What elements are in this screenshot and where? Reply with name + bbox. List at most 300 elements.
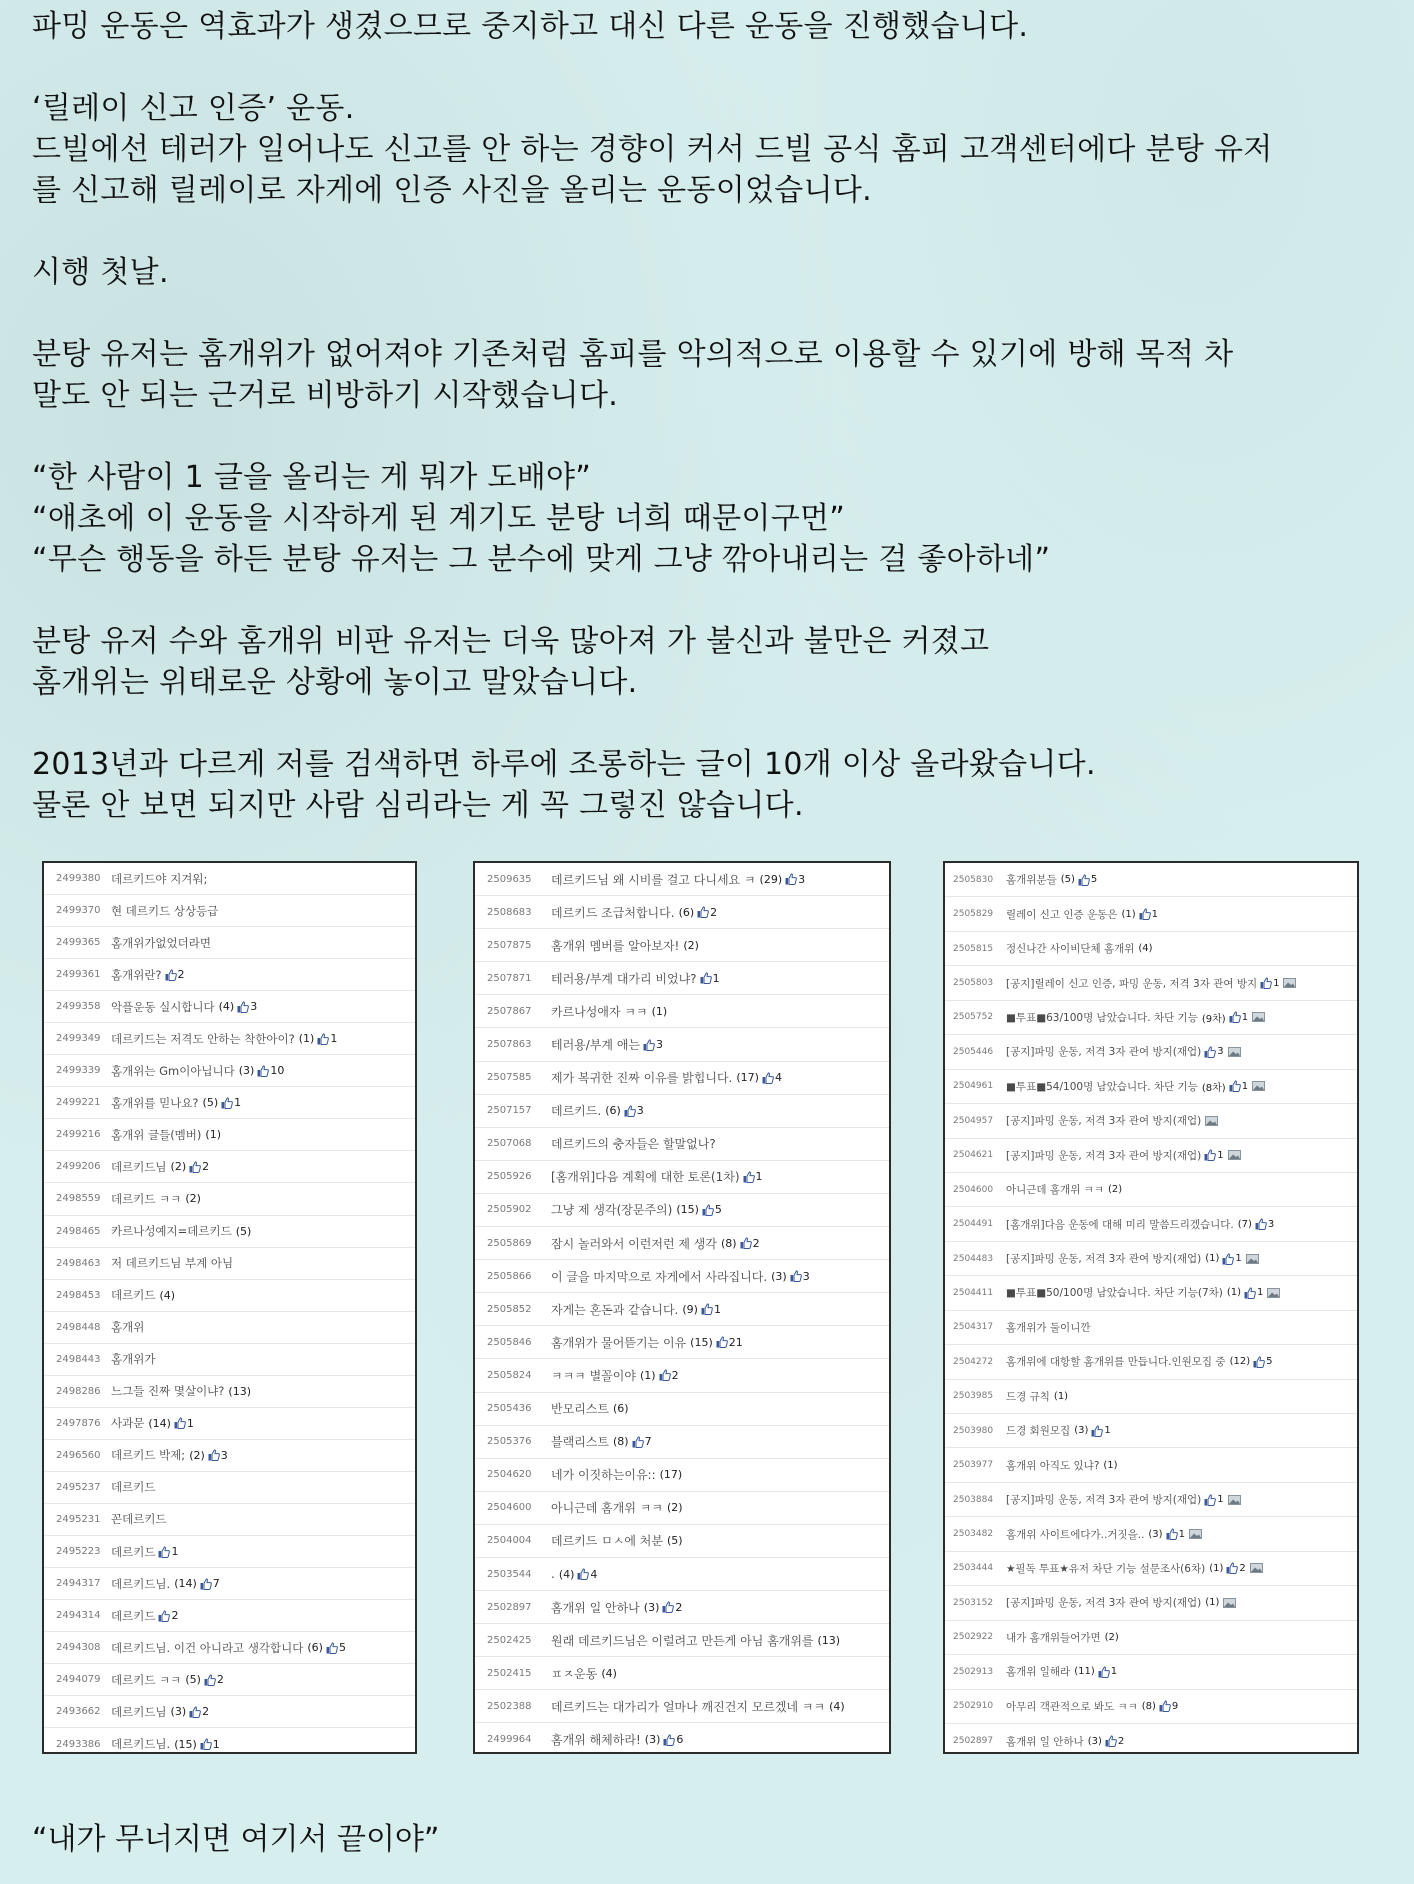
post-number: 2502913 — [953, 1666, 994, 1677]
post-title-link[interactable]: [공지]파밍 운동, 저격 3자 관여 방지(재업) — [1006, 1046, 1202, 1059]
post-row[interactable] — [475, 1028, 889, 1061]
post-title-link[interactable]: 데르키드는 저격도 안하는 착한아이? — [111, 1031, 295, 1046]
post-title-link[interactable]: 홈개위가 둘이니깐 — [1006, 1321, 1091, 1334]
post-number: 2504483 — [953, 1253, 994, 1264]
comment-count: (6) — [678, 905, 695, 919]
post-title-link[interactable]: 잠시 놀러와서 이런저런 제 생각 — [551, 1236, 717, 1251]
post-row[interactable] — [44, 1504, 415, 1536]
like-badge — [1166, 1528, 1185, 1540]
like-count: 2 — [216, 1673, 224, 1687]
post-row[interactable] — [945, 1380, 1357, 1414]
like-badge — [624, 1104, 644, 1117]
post-title-link[interactable]: 홈개위는 Gm이아닙니다 — [111, 1063, 235, 1078]
like-badge — [237, 1000, 257, 1013]
post-title-link[interactable]: ■투표■50/100명 남았습니다. 차단 기능(7차) — [1006, 1287, 1223, 1300]
like-count: 1 — [1217, 1149, 1224, 1161]
post-title-link[interactable]: 홈개위 일 안하나 — [1006, 1735, 1084, 1748]
post-title-link[interactable]: 블랙리스트 — [551, 1435, 609, 1450]
image-attachment-icon — [1252, 1081, 1265, 1091]
post-row[interactable] — [475, 896, 889, 929]
post-title-link[interactable]: 드경 회원모집 — [1006, 1425, 1071, 1438]
post-title-link[interactable]: 홈개위가 물어뜯기는 이유 — [551, 1335, 687, 1350]
post-title-link[interactable]: 꼰데르키드 — [111, 1512, 167, 1527]
like-count: 5 — [338, 1641, 346, 1655]
post-row[interactable] — [44, 959, 415, 991]
post-number: 2503152 — [953, 1597, 994, 1608]
post-row[interactable] — [475, 1459, 889, 1492]
post-row[interactable] — [44, 1023, 415, 1055]
post-row[interactable] — [475, 995, 889, 1028]
image-attachment-icon — [1189, 1529, 1202, 1539]
thumbs-up-icon — [1204, 1046, 1216, 1058]
post-row[interactable] — [945, 932, 1357, 966]
thumbs-up-icon — [1229, 1080, 1241, 1092]
like-badge — [716, 1336, 743, 1349]
post-row[interactable] — [475, 962, 889, 995]
post-title-link[interactable]: 데르키드 ㅋㅋ — [111, 1191, 182, 1206]
post-row[interactable] — [475, 1293, 889, 1326]
post-row[interactable] — [44, 1568, 415, 1600]
post-number: 2504600 — [953, 1184, 994, 1195]
post-title-link[interactable]: 악플운동 실시합니다 — [111, 999, 215, 1014]
post-row[interactable] — [44, 1151, 415, 1183]
post-number: 2505446 — [953, 1046, 994, 1057]
post-row[interactable] — [475, 1393, 889, 1426]
like-count: 3 — [250, 1000, 258, 1014]
comment-count: (2) — [683, 938, 699, 952]
thumbs-up-icon — [208, 1449, 220, 1461]
post-row[interactable] — [44, 1119, 415, 1151]
comment-count: (3) — [1087, 1735, 1102, 1747]
like-count: 2 — [752, 1236, 760, 1250]
post-title-link[interactable]: 데르키드님. — [111, 1576, 171, 1591]
post-row[interactable] — [44, 1312, 415, 1344]
post-row[interactable] — [44, 1440, 415, 1472]
like-count: 2 — [675, 1600, 683, 1614]
post-title-link[interactable]: 제가 복귀한 진짜 이유를 밝힙니다. — [551, 1071, 733, 1086]
like-badge — [174, 1417, 194, 1430]
comment-count: (29) — [759, 872, 783, 886]
post-number: 2494314 — [56, 1610, 101, 1622]
post-title-link[interactable]: 느그들 진짜 몇살이냐? — [111, 1384, 225, 1399]
post-number: 2505846 — [487, 1336, 532, 1348]
post-title-link[interactable]: 데르키드 — [111, 1288, 156, 1303]
post-number: 2504957 — [953, 1115, 994, 1126]
paragraph: 드빌에선 테러가 일어나도 신고를 안 하는 경향이 커서 드빌 공식 홈피 고객센터에다 분탕 유저 — [32, 132, 1273, 167]
thumbs-up-icon — [740, 1237, 752, 1249]
thumbs-up-icon — [1078, 874, 1090, 886]
post-row[interactable] — [475, 1426, 889, 1459]
post-row[interactable] — [945, 1586, 1357, 1620]
thumbs-up-icon — [1253, 1356, 1265, 1368]
post-number: 2504004 — [487, 1535, 532, 1547]
paragraph: 분탕 유저는 홈개위가 없어져야 기존처럼 홈피를 악의적으로 이용할 수 있기에 방해 목적 차 — [32, 337, 1234, 372]
post-title-link[interactable]: 홈개위가 — [111, 1352, 156, 1367]
post-title-link[interactable]: 내가 홈개위들어가면 — [1006, 1631, 1101, 1644]
like-count: 2 — [171, 1609, 179, 1623]
post-row[interactable] — [945, 1621, 1357, 1655]
thumbs-up-icon — [716, 1336, 728, 1348]
post-row[interactable] — [475, 1723, 889, 1754]
like-badge — [702, 1203, 722, 1216]
post-number: 2505852 — [487, 1303, 532, 1315]
comment-count: (6) — [612, 1402, 629, 1416]
quote: “한 사람이 1 글을 올리는 게 뭐가 도배야” — [32, 460, 592, 495]
post-row[interactable] — [475, 863, 889, 896]
post-row[interactable] — [475, 1624, 889, 1657]
post-row[interactable] — [44, 1216, 415, 1248]
post-row[interactable] — [945, 1035, 1357, 1069]
post-title-link[interactable]: 데르키드 — [111, 1544, 156, 1559]
like-count: 1 — [1241, 1011, 1249, 1023]
post-title-link[interactable]: 네가 이짓하는이유:: — [551, 1468, 656, 1483]
post-row[interactable] — [945, 1552, 1357, 1586]
post-title-link[interactable]: 홈개위 일해라 — [1006, 1666, 1071, 1679]
post-title-link[interactable]: 홈개위를 믿나요? — [111, 1095, 199, 1110]
post-title-link[interactable]: 데르키드 조급처합니다. — [551, 905, 675, 920]
post-row[interactable] — [44, 1472, 415, 1504]
post-number: 2499221 — [56, 1097, 101, 1109]
comment-count: (17) — [659, 1468, 683, 1482]
post-row[interactable] — [945, 1276, 1357, 1310]
post-title-link[interactable]: . — [551, 1567, 555, 1582]
post-number: 2505866 — [487, 1270, 532, 1282]
post-row[interactable] — [475, 1326, 889, 1359]
like-count: 7 — [644, 1435, 652, 1449]
thumbs-up-icon — [1204, 1149, 1216, 1161]
post-row[interactable] — [44, 863, 415, 895]
like-count: 7 — [212, 1577, 220, 1591]
comment-count: (5) — [202, 1096, 219, 1110]
post-title-link[interactable]: 데르키드 — [111, 1480, 156, 1495]
post-row[interactable] — [945, 1207, 1357, 1241]
post-row[interactable] — [44, 1632, 415, 1664]
post-row[interactable] — [44, 1600, 415, 1632]
post-row[interactable] — [945, 1690, 1357, 1724]
like-badge — [701, 1303, 721, 1316]
post-number: 2507068 — [487, 1138, 532, 1150]
post-title-link[interactable]: [공지]파밍 운동, 저격 3자 관여 방지(재업) — [1006, 1253, 1202, 1266]
post-title-link[interactable]: 아니근데 홈개위 ㅋㅋ — [1006, 1184, 1104, 1197]
comment-count: (1) — [1226, 1287, 1242, 1299]
image-attachment-icon — [1228, 1495, 1241, 1505]
post-title-link[interactable]: 홈개위 아직도 있냐? — [1006, 1459, 1100, 1472]
post-row[interactable] — [475, 1690, 889, 1723]
post-row[interactable] — [475, 1128, 889, 1161]
post-title-link[interactable]: 데르키드님 — [111, 1704, 167, 1719]
post-title-link[interactable]: 데르키드 ㅁㅅ에 처분 — [551, 1534, 663, 1549]
like-count: 10 — [270, 1064, 285, 1078]
post-number: 2502910 — [953, 1701, 994, 1712]
post-row[interactable] — [475, 1359, 889, 1392]
post-number: 2498453 — [56, 1289, 101, 1301]
post-title-link[interactable]: 반모리스트 — [551, 1402, 609, 1417]
post-title-link[interactable]: ㅍㅈ운동 — [551, 1666, 598, 1681]
post-row[interactable] — [44, 1344, 415, 1376]
post-row[interactable] — [945, 1139, 1357, 1173]
post-title-link[interactable]: ■투표■63/100명 남았습니다. 차단 기능 — [1006, 1011, 1198, 1024]
post-row[interactable] — [945, 897, 1357, 931]
post-title-link[interactable]: 홈개위 멤버를 알아보자! — [551, 938, 680, 953]
post-row[interactable] — [44, 1376, 415, 1408]
like-count: 2 — [710, 905, 718, 919]
post-title-link[interactable]: 홈개위 — [111, 1320, 145, 1335]
post-row[interactable] — [475, 1260, 889, 1293]
image-attachment-icon — [1205, 1116, 1218, 1126]
post-row[interactable] — [475, 1062, 889, 1095]
post-title-link[interactable]: 데르키드야 지겨워; — [111, 871, 208, 886]
comment-count: (3) — [1148, 1528, 1163, 1540]
post-title-link[interactable]: 데르키드의 충자들은 할말없나? — [551, 1137, 716, 1152]
image-attachment-icon — [1283, 978, 1296, 988]
post-number: 2503977 — [953, 1460, 994, 1471]
post-title-link[interactable]: [홈개위]다음 운동에 대해 미리 말씀드리겠습니다. — [1006, 1218, 1234, 1231]
post-row[interactable] — [475, 1558, 889, 1591]
post-row[interactable] — [945, 1311, 1357, 1345]
post-title-link[interactable]: 홈개위 사이트에다가..거짓을.. — [1006, 1528, 1145, 1541]
post-row[interactable] — [44, 1280, 415, 1312]
like-badge — [632, 1435, 652, 1448]
post-number: 2495231 — [56, 1513, 101, 1525]
like-badge — [257, 1064, 284, 1077]
thumbs-up-icon — [317, 1033, 329, 1045]
thumbs-up-icon — [1105, 1735, 1117, 1747]
like-count: 1 — [712, 971, 720, 985]
post-row[interactable] — [475, 1492, 889, 1525]
post-title-link[interactable]: [홈개위]다음 계획에 대한 토론(1차) — [551, 1170, 740, 1185]
post-number: 2503482 — [953, 1529, 994, 1540]
like-badge — [204, 1673, 224, 1686]
post-number: 2499206 — [56, 1161, 101, 1173]
post-title-link[interactable]: ㅋㅋㅋ 별꼴이야 — [551, 1368, 636, 1383]
post-title-link[interactable]: ■투표■54/100명 남았습니다. 차단 기능 — [1006, 1080, 1198, 1093]
post-title-link[interactable]: 테러용/부계 애는 — [551, 1038, 641, 1053]
thumbs-up-icon — [701, 1303, 713, 1315]
thumbs-up-icon — [659, 1369, 671, 1381]
thumbs-up-icon — [165, 969, 177, 981]
post-number: 2498463 — [56, 1257, 101, 1269]
post-title-link[interactable]: 홈개위란? — [111, 967, 162, 982]
post-number: 2502897 — [953, 1736, 994, 1747]
post-title-link[interactable]: [공지]파밍 운동, 저격 3자 관여 방지(재업) — [1006, 1597, 1202, 1610]
like-count: 2 — [177, 968, 185, 982]
post-number: 2504317 — [953, 1322, 994, 1333]
post-row[interactable] — [945, 1242, 1357, 1276]
post-number: 2502425 — [487, 1634, 532, 1646]
post-number: 2504491 — [953, 1219, 994, 1230]
post-row[interactable] — [44, 1408, 415, 1440]
post-number: 2497876 — [56, 1417, 101, 1429]
post-title-link[interactable]: 데르키드. — [551, 1104, 602, 1119]
thumbs-up-icon — [743, 1171, 755, 1183]
post-number: 2499349 — [56, 1033, 101, 1045]
post-title-link[interactable]: 카르나성애자 ㅋㅋ — [551, 1004, 648, 1019]
post-row[interactable] — [44, 895, 415, 927]
thumbs-up-icon — [1244, 1287, 1256, 1299]
like-count: 9 — [1171, 1700, 1179, 1712]
post-row[interactable] — [44, 1087, 415, 1119]
post-title-link[interactable]: 릴레이 신고 인증 운동은 — [1006, 908, 1118, 921]
post-title-link[interactable]: 홈개위 글들(멤버) — [111, 1127, 202, 1142]
comment-count: (4) — [829, 1699, 845, 1713]
post-row[interactable] — [44, 1536, 415, 1568]
post-title-link[interactable]: 자게는 혼돈과 같습니다. — [551, 1302, 679, 1317]
post-title-link[interactable]: 홈개위분들 — [1006, 874, 1057, 887]
post-row[interactable] — [945, 1448, 1357, 1482]
thumbs-up-icon — [1229, 1011, 1241, 1023]
post-title-link[interactable]: 데르키드 ㅋㅋ — [111, 1672, 182, 1687]
comment-count: (15) — [174, 1737, 197, 1751]
like-count: 3 — [1267, 1218, 1275, 1230]
like-count: 1 — [755, 1170, 763, 1184]
post-number: 2507863 — [487, 1039, 532, 1051]
comment-count: (2) — [185, 1192, 201, 1206]
post-title-link[interactable]: 테러용/부계 대가리 비었냐? — [551, 971, 697, 986]
like-count: 1 — [186, 1416, 194, 1430]
thumbs-up-icon — [1222, 1253, 1234, 1265]
post-row[interactable] — [44, 1183, 415, 1215]
like-count: 2 — [202, 1160, 210, 1174]
post-row[interactable] — [475, 1194, 889, 1227]
post-number: 2504620 — [487, 1469, 532, 1481]
post-row[interactable] — [44, 1055, 415, 1087]
post-title-link[interactable]: 이 글을 마지막으로 자게에서 사라집니다. — [551, 1269, 768, 1284]
comment-count: (15) — [690, 1335, 713, 1349]
post-row[interactable] — [945, 1517, 1357, 1551]
comment-count: (1) — [1205, 1597, 1220, 1609]
comment-count: (8) — [1141, 1700, 1156, 1712]
post-title-link[interactable]: [공지]릴레이 신고 인증, 파밍 운동, 저격 3자 관여 방지 — [1006, 977, 1258, 990]
post-number: 2499964 — [487, 1734, 532, 1746]
post-title-link[interactable]: 홈개위 일 안하나 — [551, 1600, 640, 1615]
like-count: 2 — [1117, 1735, 1125, 1747]
post-number: 2502897 — [487, 1601, 532, 1613]
post-row[interactable] — [44, 927, 415, 959]
post-row[interactable] — [475, 1525, 889, 1558]
post-row[interactable] — [945, 1483, 1357, 1517]
image-attachment-icon — [1223, 1598, 1236, 1608]
post-row[interactable] — [475, 1591, 889, 1624]
post-row[interactable] — [44, 1248, 415, 1280]
thumbs-up-icon — [643, 1039, 655, 1051]
post-row[interactable] — [475, 1161, 889, 1194]
post-row[interactable] — [44, 1664, 415, 1696]
post-row[interactable] — [475, 929, 889, 962]
post-number: 2507871 — [487, 972, 532, 984]
post-title-link[interactable]: 현 데르키드 상상등급 — [111, 903, 219, 918]
closing-quote: “내가 무너지면 여기서 끝이야” — [32, 1822, 440, 1857]
post-row[interactable] — [945, 1655, 1357, 1689]
thumbs-up-icon — [189, 1161, 201, 1173]
post-title-link[interactable]: 아무리 객관적으로 봐도 ㅋㅋ — [1006, 1700, 1138, 1713]
thumbs-up-icon — [204, 1674, 216, 1686]
post-row[interactable] — [945, 863, 1357, 897]
post-title-link[interactable]: 홈개위 해체하라! — [551, 1733, 641, 1748]
post-row[interactable] — [945, 1070, 1357, 1104]
post-number: 2495237 — [56, 1481, 101, 1493]
post-row[interactable] — [945, 1173, 1357, 1207]
post-title-link[interactable]: [공지]파밍 운동, 저격 3자 관여 방지(재업) — [1006, 1149, 1202, 1162]
comment-count: (1) — [1103, 1459, 1118, 1471]
post-number: 2503444 — [953, 1563, 994, 1574]
post-number: 2498559 — [56, 1193, 101, 1205]
post-number: 2503985 — [953, 1391, 994, 1402]
post-row[interactable] — [44, 1696, 415, 1728]
thumbs-up-icon — [762, 1072, 774, 1084]
post-title-link[interactable]: 데르키드님. 이건 아니라고 생각합니다 — [111, 1640, 304, 1655]
post-number: 2505902 — [487, 1204, 532, 1216]
post-title-link[interactable]: 저 데르키드님 부계 아님 — [111, 1256, 234, 1271]
post-list-screenshot-3 — [943, 861, 1359, 1754]
like-count: 21 — [728, 1335, 743, 1349]
post-row[interactable] — [945, 1414, 1357, 1448]
post-row[interactable] — [945, 1724, 1357, 1754]
post-title-link[interactable]: 정신나간 사이비단체 홈개위 — [1006, 943, 1135, 956]
post-row[interactable] — [475, 1657, 889, 1690]
post-title-link[interactable]: 데르키드님. — [111, 1737, 171, 1752]
thumbs-up-icon — [577, 1568, 589, 1580]
post-title-link[interactable]: 그냥 제 생각(장문주의) — [551, 1203, 673, 1218]
post-title-link[interactable]: 원래 데르키드님은 이럴려고 만든게 아님 홈개위를 — [551, 1633, 814, 1648]
quote: “무슨 행동을 하든 분탕 유저는 그 분수에 맞게 그냥 깎아내리는 걸 좋아하네” — [32, 542, 1051, 577]
post-title-link[interactable]: 데르키드는 대가리가 얼마나 깨진건지 모르겠네 ㅋㅋ — [551, 1699, 826, 1714]
post-row[interactable] — [945, 1001, 1357, 1035]
post-number: 2505824 — [487, 1369, 532, 1381]
like-badge — [189, 1705, 209, 1718]
image-attachment-icon — [1267, 1288, 1280, 1298]
post-row[interactable] — [945, 1104, 1357, 1138]
post-title-link[interactable]: ★필독 투표★유저 차단 기능 설문조사(6차) — [1006, 1562, 1206, 1575]
like-count: 6 — [676, 1733, 684, 1747]
post-title-link[interactable]: [공지]파밍 운동, 저격 3자 관여 방지(재업) — [1006, 1115, 1202, 1128]
post-row[interactable] — [475, 1095, 889, 1128]
body-text — [32, 6, 1402, 826]
thumbs-up-icon — [200, 1738, 212, 1750]
post-row[interactable] — [475, 1227, 889, 1260]
comment-count: (13) — [817, 1633, 841, 1647]
post-title-link[interactable]: 사과문 — [111, 1416, 145, 1431]
post-title-link[interactable]: 홈개위에 대항할 홈개위를 만듭니다.인원모집 중 — [1006, 1356, 1226, 1369]
post-title-link[interactable]: 데르키드 — [111, 1608, 156, 1623]
post-title-link[interactable]: [공지]파밍 운동, 저격 3자 관여 방지(재업) — [1006, 1494, 1202, 1507]
like-count: 3 — [802, 1269, 810, 1283]
comment-count: (6) — [605, 1104, 621, 1118]
post-row[interactable] — [44, 991, 415, 1023]
post-title-link[interactable]: 데르키드님 — [111, 1159, 167, 1174]
post-number: 2505830 — [953, 874, 994, 885]
comment-count: (5) — [666, 1534, 683, 1548]
post-row[interactable] — [945, 1345, 1357, 1379]
comment-count: (1) — [1209, 1562, 1224, 1574]
post-title-link[interactable]: 드경 규칙 — [1006, 1390, 1050, 1403]
post-title-link[interactable]: 아니근데 홈개위 ㅋㅋ — [551, 1501, 663, 1516]
thumbs-up-icon — [1260, 977, 1272, 989]
post-title-link[interactable]: 데르키드님 왜 시비를 걸고 다니세요 ㅋ — [551, 872, 756, 887]
like-badge — [577, 1568, 597, 1581]
post-row[interactable] — [945, 966, 1357, 1000]
post-title-link[interactable]: 홈개위가없었더라면 — [111, 935, 211, 950]
comment-count: (1) — [639, 1368, 656, 1382]
post-row[interactable] — [44, 1728, 415, 1754]
post-title-link[interactable]: 데르키드 박제; — [111, 1448, 186, 1463]
like-count: 1 — [713, 1302, 721, 1316]
comment-count: (8) — [720, 1236, 737, 1250]
like-badge — [643, 1038, 663, 1051]
post-title-link[interactable]: 카르나성예지=데르키드 — [111, 1224, 232, 1239]
quote: “애초에 이 운동을 시작하게 된 계기도 분탕 너희 때문이구먼” — [32, 501, 846, 536]
thumbs-up-icon — [257, 1065, 269, 1077]
like-badge — [1098, 1666, 1117, 1678]
